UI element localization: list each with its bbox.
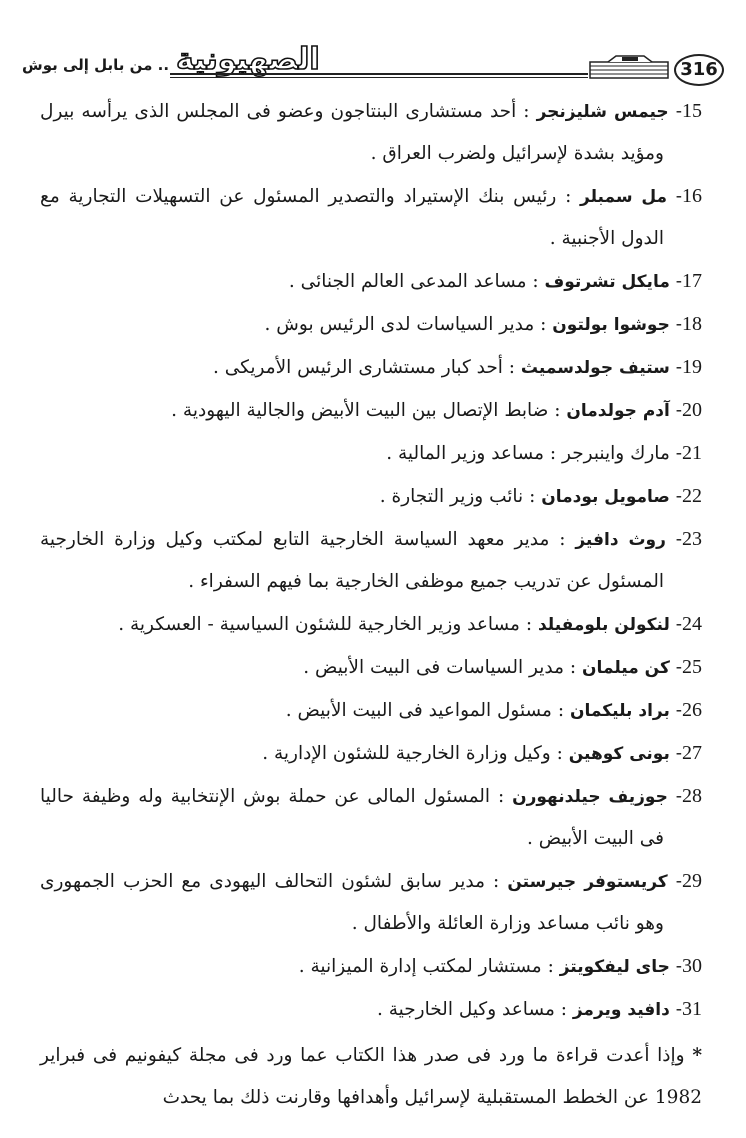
list-item: 22- صامويل بودمان : نائب وزير التجارة . (379, 485, 702, 507)
list-item: 18- جوشوا بولتون : مدير السياسات لدى الرئيس بوش . (264, 313, 702, 335)
position-description: مدير السياسات لدى الرئيس بوش . (264, 314, 535, 335)
person-name: كريستوفر جيرستن (507, 872, 668, 892)
list-item: 31- دافيد ويرمز : مساعد وكيل الخارجية . (376, 998, 702, 1020)
entry-list (40, 90, 702, 1031)
position-description: نائب وزير التجارة . (379, 486, 524, 507)
position-description: مساعد المدعى العالم الجنائى . (288, 271, 527, 292)
list-item: 24- لنكولن بلومفيلد : مساعد وزير الخارجية للشئون السياسية - العسكرية . (118, 613, 702, 635)
book-title-logo: الصهيونية (176, 42, 320, 77)
position-description: مساعد وزير الخارجية للشئون السياسية - العسكرية . (118, 614, 520, 635)
list-item: 21- مارك واينبرجر : مساعد وزير المالية . (386, 442, 702, 464)
person-name: مايكل تشرتوف (544, 272, 670, 292)
person-name: جوشوا بولتون (552, 315, 670, 335)
item-number: 16 (682, 185, 703, 207)
person-name: ستيف جولدسميث (520, 358, 670, 378)
person-name: كن ميلمان (582, 658, 670, 678)
position-description: مساعد وكيل الخارجية . (376, 999, 555, 1020)
person-name: مل سمبلر (580, 187, 668, 207)
position-description: وكيل وزارة الخارجية للشئون الإدارية . (262, 743, 551, 764)
item-number: 28 (682, 785, 703, 807)
person-name: جاى ليفكويتز (559, 957, 670, 977)
running-title (20, 44, 324, 84)
list-item: 29- كريستوفر جيرستن : مدير سابق لشئون التحالف اليهودى مع الحزب الجمهورى وهو نائب مساعد وزارة العائلة والأطفال . (40, 870, 702, 934)
person-name: صامويل بودمان (541, 487, 670, 507)
position-description: مدير معهد السياسة الخارجية التابع لمكتب وكيل وزارة الخارجية المسئول عن تدريب جميع موظفى الخارجية بما فيهم السفراء . (40, 529, 664, 592)
item-number: 17 (682, 270, 702, 292)
list-item: 17- مايكل تشرتوف : مساعد المدعى العالم الجنائى . (288, 270, 702, 292)
position-description: مدير السياسات فى البيت الأبيض . (303, 657, 565, 678)
list-item: 16- مل سمبلر : رئيس بنك الإستيراد والتصدير المسئول عن التسهيلات التجارية مع الدول الأجنبية . (40, 185, 703, 249)
person-name: براد بليكمان (569, 701, 670, 721)
person-name: لنكولن بلومفيلد (537, 615, 670, 635)
item-number: 20 (682, 399, 702, 421)
item-number: 30 (682, 955, 702, 977)
position-description: أحد مستشارى البنتاجون وعضو فى المجلس الذى يرأسه بيرل ومؤيد بشدة لإسرائيل ولضرب العراق . (40, 101, 664, 164)
position-description: مدير سابق لشئون التحالف اليهودى مع الحزب الجمهورى وهو نائب مساعد وزارة العائلة والأطفال . (40, 871, 664, 934)
list-item: 20- آدم جولدمان : ضابط الإتصال بين البيت الأبيض والجالية اليهودية . (171, 399, 702, 421)
list-item: 19- ستيف جولدسميث : أحد كبار مستشارى الرئيس الأمريكى . (212, 356, 702, 378)
item-number: 25 (682, 656, 702, 678)
person-name: آدم جولدمان (566, 401, 670, 421)
list-item: 28- جوزيف جيلدنهورن : المسئول المالى عن حملة بوش الإنتخابية وله وظيفة حاليا فى البيت الأبيض . (40, 785, 703, 849)
item-number: 15 (681, 100, 702, 122)
position-description: مسئول المواعيد فى البيت الأبيض . (285, 700, 552, 721)
person-name: بونى كوهين (568, 744, 670, 764)
person-name: جوزيف جيلدنهورن (512, 787, 668, 807)
item-number: 21 (682, 442, 702, 464)
item-number: 27 (682, 742, 702, 764)
item-number: 29 (682, 870, 702, 892)
person-name: روث دافيز (575, 530, 666, 550)
position-description: رئيس بنك الإستيراد والتصدير المسئول عن التسهيلات التجارية مع الدول الأجنبية . (40, 186, 664, 249)
item-number: 18 (682, 313, 702, 335)
list-item: 15- جيمس شليزنجر : أحد مستشارى البنتاجون وعضو فى المجلس الذى يرأسه بيرل ومؤيد بشدة لإسرائيل ولضرب العراق . (40, 100, 702, 164)
list-item: 30- جاى ليفكويتز : مستشار لمكتب إدارة الميزانية . (298, 955, 702, 977)
person-name: مارك واينبرجر (562, 443, 670, 464)
item-number: 23 (682, 528, 702, 550)
page-body (40, 90, 702, 1138)
position-description: ضابط الإتصال بين البيت الأبيض والجالية اليهودية . (171, 400, 549, 421)
item-number: 26 (682, 699, 702, 721)
person-name: جيمس شليزنجر (536, 102, 669, 122)
asterisk-icon: * (692, 1045, 702, 1066)
person-name: دافيد ويرمز (572, 1000, 670, 1020)
header-rule (170, 73, 588, 75)
note-text: وإذا أعدت قراءة ما ورد فى صدر هذا الكتاب عما ورد فى مجلة كيفونيم فى فبراير 1982 عن الخطط المستقبلية لإسرائيل وأهدافها وقارنت ذلك بما يحدث (40, 1045, 702, 1108)
list-item: 27- بونى كوهين : وكيل وزارة الخارجية للشئون الإدارية . (262, 742, 702, 764)
list-item: 26- براد بليكمان : مسئول المواعيد فى البيت الأبيض . (285, 699, 702, 721)
list-item: 23- روث دافيز : مدير معهد السياسة الخارجية التابع لمكتب وكيل وزارة الخارجية المسئول عن تدريب جميع موظفى الخارجية بما فيهم السفراء . (40, 528, 702, 592)
note-paragraph (40, 1035, 702, 1119)
item-number: 22 (682, 485, 702, 507)
books-icon (588, 54, 672, 80)
position-description: مستشار لمكتب إدارة الميزانية . (298, 956, 542, 977)
book-subtitle: .. من بابل إلى بوش (22, 56, 170, 74)
list-item: 25- كن ميلمان : مدير السياسات فى البيت الأبيض . (303, 656, 702, 678)
position-description: المسئول المالى عن حملة بوش الإنتخابية وله وظيفة حاليا فى البيت الأبيض . (40, 786, 664, 849)
position-description: مساعد وزير المالية . (386, 443, 544, 464)
item-number: 24 (682, 613, 702, 635)
header-rule-thin (170, 77, 588, 78)
item-number: 31 (682, 998, 702, 1020)
page-number: 316 (674, 54, 724, 86)
item-number: 19 (682, 356, 702, 378)
page-header (20, 40, 726, 88)
position-description: أحد كبار مستشارى الرئيس الأمريكى . (212, 357, 503, 378)
